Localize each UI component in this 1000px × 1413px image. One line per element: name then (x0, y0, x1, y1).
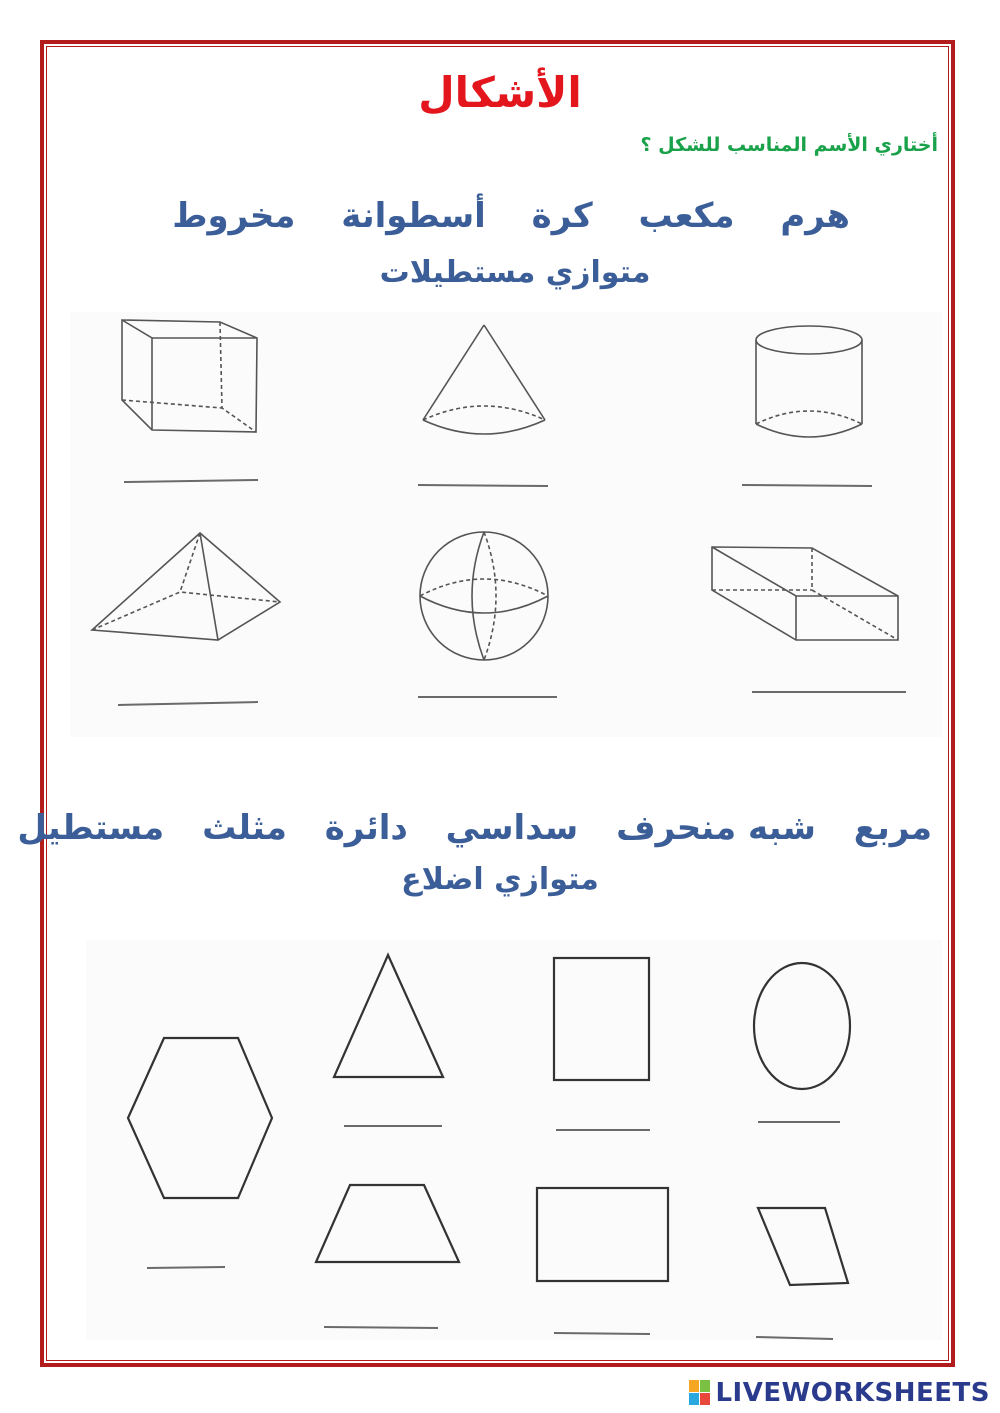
circle-icon (754, 963, 850, 1089)
answer-line[interactable] (756, 1337, 833, 1339)
triangle-icon (334, 955, 443, 1077)
word-bank-item: مخروط (172, 196, 296, 236)
answer-line[interactable] (147, 1267, 225, 1268)
word-bank-item: أسطوانة (341, 196, 486, 236)
word-bank-item: كرة (531, 196, 593, 236)
rectangle-icon (554, 958, 649, 1080)
word-bank-item: سداسي (445, 808, 579, 848)
hexagon-icon (128, 1038, 272, 1198)
answer-line[interactable] (554, 1333, 650, 1334)
answer-line[interactable] (124, 480, 258, 482)
word-bank-item: مثلث (202, 808, 287, 848)
pyramid-icon (92, 533, 280, 640)
liveworksheets-logo-icon (689, 1380, 711, 1406)
cube-icon (122, 320, 257, 432)
word-bank-item: مستطيل (17, 808, 165, 848)
cylinder-icon (756, 326, 862, 437)
word-bank-2d-line2: متوازي اضلاع (401, 862, 599, 897)
page-title: الأشكال (418, 68, 582, 117)
answer-line[interactable] (118, 702, 258, 705)
word-bank-item: مكعب (638, 196, 735, 236)
answer-line[interactable] (418, 485, 548, 486)
cone-icon (423, 325, 545, 434)
footer-brand[interactable] (689, 1378, 990, 1408)
word-bank-item: مربع (853, 808, 932, 848)
word-bank-3d-line2: متوازي مستطيلات (379, 255, 651, 290)
cuboid-icon (712, 547, 898, 640)
brand-name: LIVEWORKSHEETS (715, 1378, 990, 1408)
answer-line[interactable] (742, 485, 872, 486)
sphere-icon (420, 532, 548, 660)
trapezoid-icon (316, 1185, 459, 1262)
word-bank-item: شبه منحرف (616, 808, 816, 848)
word-bank-item: هرم (780, 196, 850, 236)
answer-line[interactable] (324, 1327, 438, 1328)
instruction-text: أختاري الأسم المناسب للشكل ؟ (640, 134, 938, 156)
rectangle-wide-icon (537, 1188, 668, 1281)
word-bank-item: دائرة (324, 808, 408, 848)
parallelogram-icon (758, 1208, 848, 1285)
